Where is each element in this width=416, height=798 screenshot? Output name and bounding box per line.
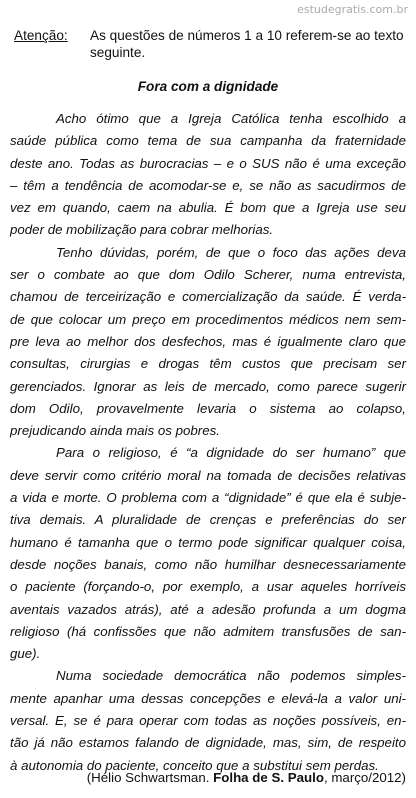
paragraph-line: versal. E, se é para operar com todas as noções possíveis, en- xyxy=(10,713,406,729)
text-title: Fora com a dignidade xyxy=(137,79,279,94)
paragraph-line: saúde pública como tema de sua campanha da fraternidade xyxy=(10,133,406,149)
paragraph-line: o paciente (forçando-o, por exemplo, a usar aqueles horríveis xyxy=(10,579,406,595)
paragraph-line: tão já não estamos falando de dignidade, mas, sim, de respeito xyxy=(10,735,406,751)
paragraph-line: mente apanhar uma dessas concepções e elevá-la a valor uni- xyxy=(10,690,406,706)
attention-text: As questões de números 1 a 10 referem-se ao texto seguinte. xyxy=(90,28,404,60)
source-author: (Hélio Schwartsman. xyxy=(86,770,210,785)
paragraph-line: Tenho dúvidas, porém, de que o foco das ações deva xyxy=(56,244,406,260)
paragraph-line: deve servir como critério moral na tomada de decisões relativas xyxy=(10,467,406,483)
paragraph-line: prejudicando ainda mais os pobres. xyxy=(10,423,220,439)
paragraph-line: à autonomia do paciente, conceito que a substitui sem perdas. xyxy=(10,757,379,773)
paragraph-line: poder de mobilização para cobrar melhorias. xyxy=(10,222,274,238)
paragraph-line: vez em quando, caem na abulia. É bom que a Igreja use seu xyxy=(10,200,406,216)
paragraph-line: aventais vazados atrás), até a adesão profunda a um dogma xyxy=(10,601,406,617)
paragraph-line: deste ano. Todas as burocracias – e o SUS não é uma exceção xyxy=(10,155,406,171)
paragraph-line: ser o combate ao que dom Odilo Scherer, numa entrevista, xyxy=(10,267,406,283)
attention-note xyxy=(14,28,406,61)
attention-label: Atenção: xyxy=(14,28,68,43)
source-citation xyxy=(87,770,406,785)
paragraph-line: Para o religioso, é “a dignidade do ser humano” que xyxy=(56,445,406,461)
paragraph-line: desde noções banais, como não humilhar desnecessariamente xyxy=(10,556,406,572)
paragraph-line: de que colocar um preço em procedimentos médicos nem sem- xyxy=(10,311,406,327)
paragraph-line: Numa sociedade democrática não podemos simples- xyxy=(56,668,406,684)
paragraph-line: – têm a tendência de acomodar-se e, se não as sacudirmos de xyxy=(10,177,406,193)
paragraph-line: Acho ótimo que a Igreja Católica tenha escolhido a xyxy=(56,111,406,126)
source-publication: Folha de S. Paulo xyxy=(213,770,324,785)
paragraph-line: gerenciados. Ignorar as leis de mercado, como parece sugerir xyxy=(10,378,406,394)
text-body xyxy=(10,108,406,777)
paragraph-line: consultas, cirurgias e drogas têm custos que precisam ser xyxy=(10,356,406,372)
source-date: , março/2012) xyxy=(323,770,406,785)
paragraph-line: a vida e morte. O problema com a “dignidade” é que ela é subje- xyxy=(10,490,406,506)
paragraph-line: chamou de terceirização e comercialização da saúde. É verda- xyxy=(10,289,406,305)
watermark: estudegratis.com.br xyxy=(297,3,408,16)
paragraph-line: religioso (há confissões que não admitem transfusões de san- xyxy=(10,623,406,639)
paragraph-line: dom Odilo, provavelmente levaria o sistema ao colapso, xyxy=(10,400,406,416)
paragraph-line: tiva demais. A pluralidade de crenças e preferências do ser xyxy=(10,512,406,528)
paragraph-line: pre leva ao melhor dos desfechos, mas é igualmente claro que xyxy=(10,333,406,349)
paragraph-line: humano é tamanha que o termo pode significar qualquer coisa, xyxy=(10,534,406,550)
paragraph-line: gue). xyxy=(10,646,41,662)
